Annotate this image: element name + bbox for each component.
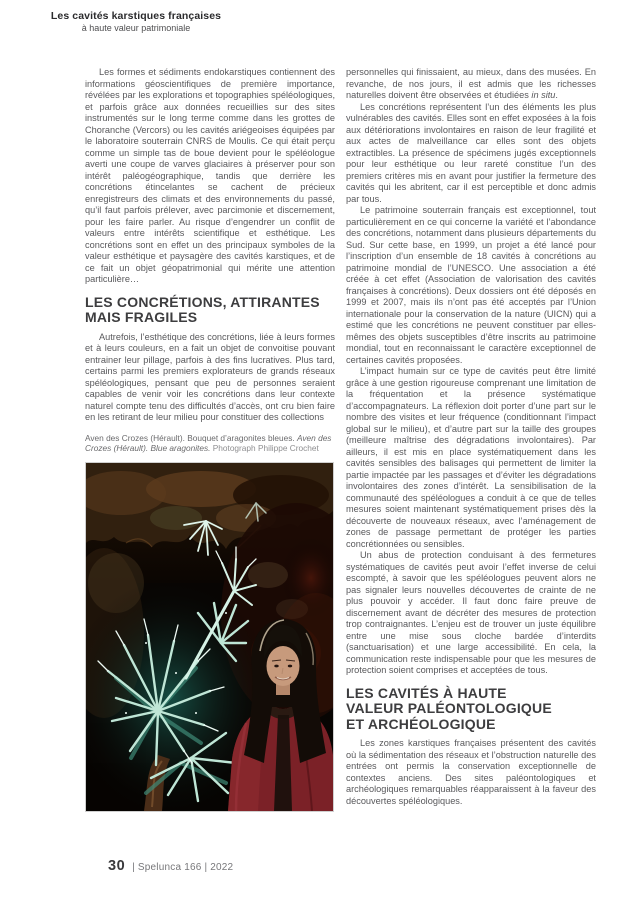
section-heading-line: ET ARCHÉOLOGIQUE bbox=[346, 715, 496, 732]
latin-phrase-italic: in situ bbox=[531, 90, 556, 100]
cave-photo-illustration bbox=[86, 463, 333, 811]
section-heading-line: LES CAVITÉS À HAUTE bbox=[346, 684, 507, 701]
running-header bbox=[28, 10, 244, 34]
article-subtitle: à haute valeur patrimoniale bbox=[81, 23, 191, 33]
photo-caption bbox=[85, 433, 335, 454]
page-number: 30 bbox=[108, 858, 126, 874]
section-heading-line: LES CONCRÉTIONS, ATTIRANTES bbox=[85, 293, 320, 310]
journal-info: | Spelunca 166 | 2022 bbox=[132, 862, 234, 873]
body-paragraph: Les zones karstiques françaises présentent des cavités où la sédimentation des réseaux et l’obstruction naturelle des entrées ont permis la conservation exceptionnelle de contextes anciens. Des sites paléontologiques et archéologiques remarquables réapparaissent à la faveur des découvertes spéléologiques. bbox=[346, 738, 596, 806]
article-title: Les cavités karstiques françaises bbox=[50, 10, 222, 22]
body-paragraph: Autrefois, l’esthétique des concrétions, liée à leurs formes et à leurs couleurs, en a fait un objet de convoitise pouvant entrainer leur pillage, parfois à des fins lucratives. Plus tard, certains parmi les premiers explorateurs de grands réseaux spéléologiques, pensant que peu de personnes seraient capables de venir voir les concrétions dans leur contexte naturel compte tenu des difficultés d’accès, ont cru bien faire en les retirant de leur milieu pour constituer des collections bbox=[85, 331, 335, 422]
body-paragraph bbox=[346, 67, 596, 102]
section-heading-line: VALEUR PALÉONTOLOGIQUE bbox=[346, 700, 552, 716]
section-heading-paleo-archeo bbox=[346, 686, 596, 733]
caption-photo-credit: Photograph Philippe Crochet bbox=[212, 443, 319, 453]
section-heading-concretions bbox=[85, 295, 335, 326]
body-paragraph: Le patrimoine souterrain français est exceptionnel, tout particulièrement en ce qui concerne la variété et l’abondance des concrétions, notamment dans plusieurs départements du Sud. Sur cette base, en 1999, un projet a été lancé pour l’inscription d’un ensemble de 18 cavités à concrétions au patrimoine mondial de l’UNESCO. Une association a été créée à cet effet (Association de valorisation des cavités françaises à concrétions). Deux dossiers ont été déposés en 1999 et 2007, mais ils n’ont pas été acceptés par l’Union internationale pour la conservation de la nature (UICN) qui a estimé que les concrétions ne peuvent constituer par elles-mêmes des objets susceptibles d’être inscrits au patrimoine mondial, tout en reconnaissant le caractère exceptionnel de certaines cavités proposées. bbox=[346, 205, 596, 365]
section-heading-line: MAIS FRAGILES bbox=[85, 309, 198, 325]
caption-english-italic: Aven des Crozes (Hérault). Blue aragonites. bbox=[85, 432, 332, 453]
page-footer bbox=[108, 858, 233, 874]
body-paragraph: Un abus de protection conduisant à des fermetures systématiques de cavités peut avoir l’effet inverse de celui escompté, à savoir que les spéléologues peuvent alors ne pas signaler leurs nouvelles découvertes de crainte de ne plus pouvoir y accéder. Il faut donc faire preuve de discernement avant de décréter des mesures de protection trop contraignantes. L’enjeu est de trouver un juste équilibre entre une mise sous cloche bardée d’interdits (sanctuarisation) et une large accessibilité. En cela, la communication reste indispensable pour que les mesures de protection soient comprises et acceptées de tous. bbox=[346, 550, 596, 675]
body-paragraph: Les concrétions représentent l’un des éléments les plus vulnérables des cavités. Elles sont en effet exposées à la fois aux détériorations involontaires en raison de leur fragilité et aux actes de malveillance car elles sont des objets extractibles. La présence de spécimens jugés exceptionnels pour leur esthétique ou leur rareté constitue l’un des premiers critères mis en avant pour justifier la fermeture des cavités qui les abritent, car il est perceptible et donc admis par tous. bbox=[346, 101, 596, 204]
right-column bbox=[346, 67, 596, 807]
paragraph-text: . bbox=[555, 90, 558, 100]
body-paragraph: Les formes et sédiments endokarstiques contiennent des informations géoscientifiques de première importance, révélées par les explorations et topographies spéléologiques, et parfois grâce aux données recueillies sur des sites instrumentés sur le long terme comme dans les grottes de Choranche (Vercors) ou les cavités ariégeoises équipées par le laboratoire souterrain CNRS de Moulis. Ce qui était perçu comme un simple tas de boue devient pour le spéléologue averti une coupe de varves glaciaires à préserver pour son intérêt paléogéographique, tandis que derrière les concrétions étincelantes se cachent de précieux enregistreurs des climats et des environnements du passé, qu’il faut parfois prélever, avec parcimonie et discernement, pour les faire parler. Au risque d’engendrer un conflit de valeurs entre intérêts scientifique et esthétique. Les concrétions sont en effet un des principaux symboles de la valeur esthétique et paysagère des cavités karstiques, et de ce fait un objet géopatrimonial qui mérite une attention particulière… bbox=[85, 67, 335, 284]
left-column bbox=[85, 67, 335, 812]
cave-photo bbox=[85, 462, 334, 812]
body-paragraph: L’impact humain sur ce type de cavités peut être limité grâce à une gestion rigoureuse comprenant une limitation de la fréquentation et la présence systématique d’accompagnateurs. La réflexion doit porter d’une part sur le nombre des visites et leur fréquence (conditionnant l’impact global sur le milieu), et d’autre part sur la taille des groupes (meilleure maîtrise des dégradations involontaires). Par ailleurs, il est mis en place systématiquement dans les cavités sensibles des balisages qui permettent de limiter la partie impactée par les passages et d’éviter les dégradations involontaires des zones d’intérêt. La sensibilisation de la communauté des spéléologues a conduit à ce que de telles mesures soient maintenant systématiquement prises dès la découverte de nouveaux réseaux, avec l’aménagement de zones de passage permettant de protéger les parties concrétionnées ou sensibles. bbox=[346, 366, 596, 549]
caption-french: Aven des Crozes (Hérault). Bouquet d’aragonites bleues. bbox=[85, 432, 298, 443]
paragraph-text: personnelles qui finissaient, au mieux, dans des musées. En revanche, de nos jours, il est admis que les richesses naturelles doivent être observées et étudiées bbox=[346, 67, 596, 100]
